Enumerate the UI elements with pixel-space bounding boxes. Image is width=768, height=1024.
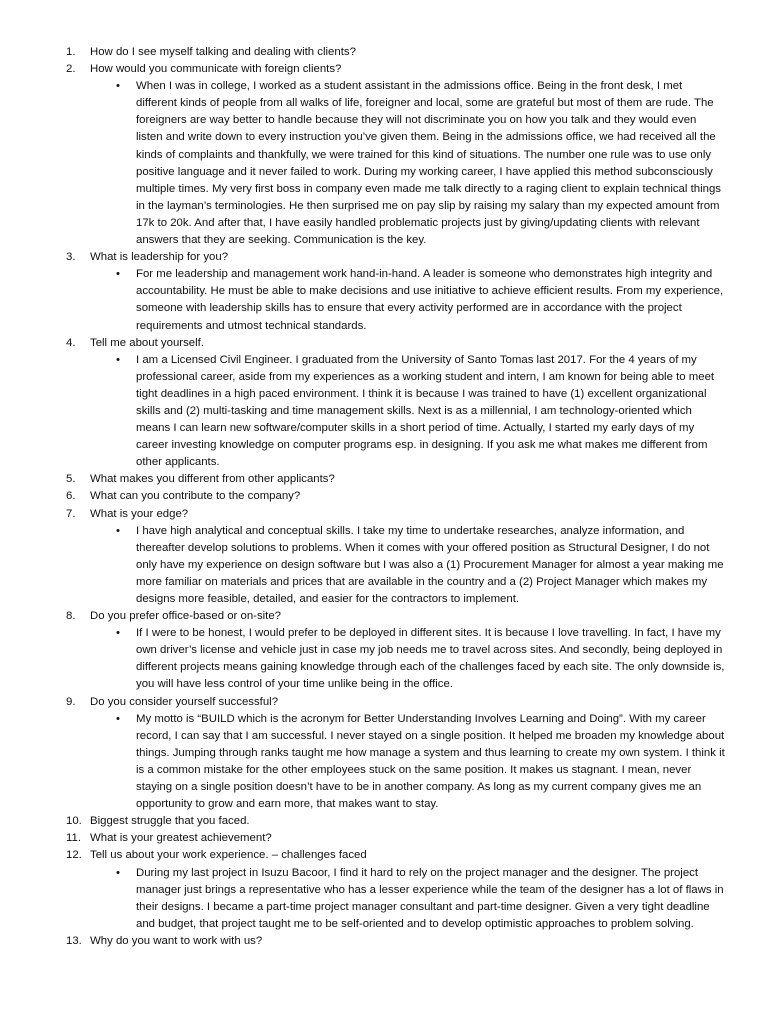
question-item (66, 488, 726, 505)
answer-text: If I were to be honest, I would prefer to be deployed in different sites. It is because I love travelling. In fact, I have my own driver’s license and vehicle just in case my job needs me to travel across sites. And secondly, being deployed in different projects means gaining knowledge through each of the challenges faced by each site. The only downside is, you will have less control of your time unlike being in the office. (136, 627, 725, 691)
bullet-icon: • (116, 524, 120, 537)
question-number: 9. (66, 695, 76, 708)
bullet-icon: • (116, 80, 120, 93)
document-body (66, 44, 726, 950)
answer-text: My motto is “BUILD which is the acronym for Better Understanding Involves Learning and Doing”. With my career record, I can say that I am successful. I never stayed on a single position. It helped me broaden my knowledge about things. Jumping through ranks taught me how manage a system and thus learning to create my own system. I think it is a common mistake for the other employees stuck on the same position. It makes us stagnant. I mean, never staying on a single position doesn’t have to be in another company. As long as my current company gives me an opportunity to grow and earn more, that makes want to stay. (136, 712, 725, 811)
question-item (66, 830, 726, 847)
question-number: 10. (66, 815, 82, 828)
question-item (66, 249, 726, 266)
answer-bullet (116, 352, 726, 472)
answer-bullet (116, 523, 726, 608)
question-text: Why do you want to work with us? (90, 934, 263, 947)
bullet-icon: • (116, 268, 120, 281)
question-text: Do you prefer office-based or on-site? (90, 610, 282, 623)
question-number: 12. (66, 849, 82, 862)
answer-bullet (116, 78, 726, 249)
question-text: Tell me about yourself. (90, 336, 204, 349)
question-text: What is your edge? (90, 507, 189, 520)
question-item (66, 471, 726, 488)
answer-text: I have high analytical and conceptual skills. I take my time to undertake researches, analyze information, and thereafter develop solutions to problems. When it comes with your offered position as Structural Designer, I do not only have my experience on design software but I was also a (1) Procurement Manager for almost a year making me more familiar on materials and prices that are available in the country and a (2) Project Manager which makes my designs more feasible, detailed, and easier for the contractors to implement. (136, 524, 724, 605)
question-text: What makes you different from other applicants? (90, 473, 335, 486)
question-text: Biggest struggle that you faced. (90, 815, 250, 828)
question-text: What can you contribute to the company? (90, 490, 301, 503)
question-number: 7. (66, 507, 76, 520)
question-text: What is leadership for you? (90, 251, 229, 264)
answer-bullet (116, 865, 726, 933)
answer-bullet (116, 711, 726, 814)
question-item (66, 61, 726, 78)
question-number: 4. (66, 336, 76, 349)
question-item (66, 813, 726, 830)
bullet-icon: • (116, 866, 120, 879)
question-item (66, 694, 726, 711)
question-number: 2. (66, 63, 76, 76)
question-text: How do I see myself talking and dealing with clients? (90, 46, 356, 58)
question-number: 3. (66, 251, 76, 264)
question-item (66, 608, 726, 625)
answer-bullet (116, 266, 726, 334)
question-number: 8. (66, 610, 76, 623)
question-number: 1. (66, 46, 76, 58)
answer-text: When I was in college, I worked as a student assistant in the admissions office. Being in the front desk, I met different kinds of people from all walks of life, foreigner and local, some are grateful but most of them are rude. The foreigners are way better to handle because they will not discriminate you on how you talk and they would even listen and write down to every instruction you’ve given them. Being in the admissions office, we had received all the kinds of complaints and thankfully, we were trained for this kind of situations. The number one rule was to use only positive language and it never failed to work. During my working career, I have applied this method subconsciously multiple times. My very first boss in company even made me talk directly to a raging client to explain technical things in the layman’s terminologies. He then surprised me on pay slip by raising my salary than my expected amount from 17k to 20k. And after that, I have easily handled problematic projects just by giving/updating clients with relevant answers that they are seeking. Communication is the key. (136, 80, 721, 247)
bullet-icon: • (116, 627, 120, 640)
question-item (66, 335, 726, 352)
question-text: Tell us about your work experience. – challenges faced (90, 849, 367, 862)
question-item (66, 44, 726, 61)
question-text: What is your greatest achievement? (90, 832, 272, 845)
question-item (66, 933, 726, 950)
question-item (66, 506, 726, 523)
answer-text: I am a Licensed Civil Engineer. I graduated from the University of Santo Tomas last 2017. For the 4 years of my professional career, aside from my experiences as a working student and intern, I am known for being able to meet tight deadlines in a high paced environment. I think it is because I was trained to have (1) excellent organizational skills and (2) multi-tasking and time management skills. Next is as a millennial, I am technology-oriented which means I can learn new software/computer skills in a short period of time. Actually, I started my early days of my career investing knowledge on computer programs esp. in designing. If you ask me what makes me different from other applicants. (136, 353, 715, 469)
bullet-icon: • (116, 712, 120, 725)
bullet-icon: • (116, 353, 120, 366)
question-item (66, 847, 726, 864)
question-number: 13. (66, 934, 82, 947)
question-list (66, 44, 726, 950)
answer-text: During my last project in Isuzu Bacoor, I find it hard to rely on the project manager and the designer. The project manager just brings a representative who has a lesser experience while the team of the designer has a lot of flaws in their designs. I became a part-time project manager consultant and part-time designer. Given a very tight deadline and budget, that project taught me to be self-oriented and to develop optimistic approaches to problem solving. (136, 866, 724, 930)
answer-bullet (116, 625, 726, 693)
question-number: 5. (66, 473, 76, 486)
answer-text: For me leadership and management work hand-in-hand. A leader is someone who demonstrates high integrity and accountability. He must be able to make decisions and use initiative to achieve efficient results. From my experience, someone with leadership skills has to ensure that every activity performed are in accordance with the project requirements and utmost technical standards. (136, 268, 724, 332)
question-text: Do you consider yourself successful? (90, 695, 279, 708)
question-text: How would you communicate with foreign clients? (90, 63, 342, 76)
question-number: 6. (66, 490, 76, 503)
question-number: 11. (66, 832, 81, 845)
